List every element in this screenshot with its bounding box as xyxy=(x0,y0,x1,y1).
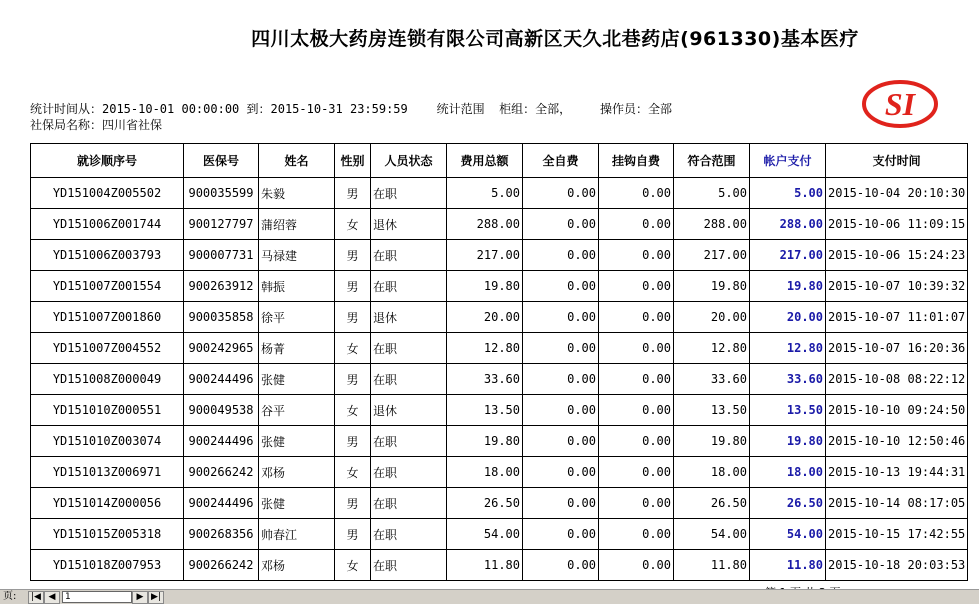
account-pay-cell: 54.00 xyxy=(750,519,826,550)
name-cell: 蒲绍蓉 xyxy=(259,209,335,240)
visit-no-cell: YD151006Z001744 xyxy=(31,209,184,240)
status-cell: 退休 xyxy=(371,302,447,333)
eligible-cell: 19.80 xyxy=(674,271,750,302)
visit-no-cell: YD151007Z004552 xyxy=(31,333,184,364)
pay-time-cell: 2015-10-07 16:20:36 xyxy=(826,333,968,364)
account-pay-cell: 19.80 xyxy=(750,426,826,457)
medical-records-table xyxy=(30,143,968,581)
insurance-no-cell: 900266242 xyxy=(184,457,259,488)
insurance-no-cell: 900263912 xyxy=(184,271,259,302)
linked-self-pay-cell: 0.00 xyxy=(599,550,674,581)
gender-cell: 男 xyxy=(335,519,371,550)
name-cell: 帅春江 xyxy=(259,519,335,550)
status-cell: 在职 xyxy=(371,488,447,519)
col-header-self-pay: 全自费 xyxy=(523,144,599,178)
table-row xyxy=(31,364,968,395)
self-pay-cell: 0.00 xyxy=(523,488,599,519)
gender-cell: 男 xyxy=(335,488,371,519)
account-pay-cell: 288.00 xyxy=(750,209,826,240)
linked-self-pay-cell: 0.00 xyxy=(599,519,674,550)
linked-self-pay-cell: 0.00 xyxy=(599,426,674,457)
total-cell: 217.00 xyxy=(447,240,523,271)
linked-self-pay-cell: 0.00 xyxy=(599,457,674,488)
total-cell: 54.00 xyxy=(447,519,523,550)
visit-no-cell: YD151007Z001860 xyxy=(31,302,184,333)
table-row xyxy=(31,457,968,488)
account-pay-cell: 33.60 xyxy=(750,364,826,395)
pay-time-cell: 2015-10-04 20:10:30 xyxy=(826,178,968,209)
col-header-total: 费用总额 xyxy=(447,144,523,178)
gender-cell: 男 xyxy=(335,271,371,302)
status-cell: 在职 xyxy=(371,333,447,364)
visit-no-cell: YD151014Z000056 xyxy=(31,488,184,519)
status-cell: 在职 xyxy=(371,364,447,395)
eligible-cell: 217.00 xyxy=(674,240,750,271)
col-header-eligible: 符合范围 xyxy=(674,144,750,178)
pay-time-cell: 2015-10-07 11:01:07 xyxy=(826,302,968,333)
linked-self-pay-cell: 0.00 xyxy=(599,271,674,302)
eligible-cell: 5.00 xyxy=(674,178,750,209)
pay-time-cell: 2015-10-10 09:24:50 xyxy=(826,395,968,426)
table-row xyxy=(31,209,968,240)
name-cell: 张健 xyxy=(259,364,335,395)
social-insurance-logo xyxy=(860,78,940,130)
table-row xyxy=(31,550,968,581)
table-row xyxy=(31,395,968,426)
col-header-linked-self-pay: 挂钩自费 xyxy=(599,144,674,178)
eligible-cell: 12.80 xyxy=(674,333,750,364)
linked-self-pay-cell: 0.00 xyxy=(599,209,674,240)
insurance-no-cell: 900035599 xyxy=(184,178,259,209)
account-pay-cell: 12.80 xyxy=(750,333,826,364)
name-cell: 徐平 xyxy=(259,302,335,333)
gender-cell: 男 xyxy=(335,302,371,333)
self-pay-cell: 0.00 xyxy=(523,271,599,302)
account-pay-cell: 11.80 xyxy=(750,550,826,581)
gender-cell: 女 xyxy=(335,209,371,240)
table-row xyxy=(31,240,968,271)
insurance-no-cell: 900127797 xyxy=(184,209,259,240)
stats-range-line: 统计时间从：2015-10-01 00:00:00 到：2015-10-31 23:59:59 统计范围 柜组：全部， 操作员：全部 xyxy=(30,102,673,116)
visit-no-cell: YD151013Z006971 xyxy=(31,457,184,488)
eligible-cell: 26.50 xyxy=(674,488,750,519)
total-cell: 13.50 xyxy=(447,395,523,426)
insurance-no-cell: 900268356 xyxy=(184,519,259,550)
table-row xyxy=(31,519,968,550)
visit-no-cell: YD151008Z000049 xyxy=(31,364,184,395)
pay-time-cell: 2015-10-10 12:50:46 xyxy=(826,426,968,457)
next-page-button[interactable]: ▶ xyxy=(132,591,148,604)
name-cell: 张健 xyxy=(259,488,335,519)
total-cell: 288.00 xyxy=(447,209,523,240)
linked-self-pay-cell: 0.00 xyxy=(599,364,674,395)
self-pay-cell: 0.00 xyxy=(523,519,599,550)
table-row xyxy=(31,178,968,209)
table-header-row xyxy=(31,144,968,178)
total-cell: 19.80 xyxy=(447,271,523,302)
linked-self-pay-cell: 0.00 xyxy=(599,240,674,271)
gender-cell: 男 xyxy=(335,364,371,395)
account-pay-cell: 26.50 xyxy=(750,488,826,519)
name-cell: 邓杨 xyxy=(259,457,335,488)
visit-no-cell: YD151010Z000551 xyxy=(31,395,184,426)
gender-cell: 男 xyxy=(335,426,371,457)
eligible-cell: 33.60 xyxy=(674,364,750,395)
svg-text:SI: SI xyxy=(884,86,916,122)
col-header-visit-no: 就诊顺序号 xyxy=(31,144,184,178)
visit-no-cell: YD151015Z005318 xyxy=(31,519,184,550)
insurance-no-cell: 900242965 xyxy=(184,333,259,364)
pay-time-cell: 2015-10-08 08:22:12 xyxy=(826,364,968,395)
table-row xyxy=(31,426,968,457)
table-row xyxy=(31,302,968,333)
linked-self-pay-cell: 0.00 xyxy=(599,395,674,426)
status-cell: 在职 xyxy=(371,271,447,302)
eligible-cell: 18.00 xyxy=(674,457,750,488)
status-cell: 在职 xyxy=(371,519,447,550)
col-header-status: 人员状态 xyxy=(371,144,447,178)
linked-self-pay-cell: 0.00 xyxy=(599,302,674,333)
eligible-cell: 19.80 xyxy=(674,426,750,457)
gender-cell: 男 xyxy=(335,240,371,271)
eligible-cell: 288.00 xyxy=(674,209,750,240)
visit-no-cell: YD151010Z003074 xyxy=(31,426,184,457)
account-pay-cell: 13.50 xyxy=(750,395,826,426)
total-cell: 20.00 xyxy=(447,302,523,333)
account-pay-cell: 5.00 xyxy=(750,178,826,209)
pay-time-cell: 2015-10-06 15:24:23 xyxy=(826,240,968,271)
page-number-input[interactable]: 1 xyxy=(62,591,132,603)
linked-self-pay-cell: 0.00 xyxy=(599,488,674,519)
visit-no-cell: YD151004Z005502 xyxy=(31,178,184,209)
status-cell: 退休 xyxy=(371,209,447,240)
self-pay-cell: 0.00 xyxy=(523,209,599,240)
name-cell: 朱毅 xyxy=(259,178,335,209)
gender-cell: 女 xyxy=(335,333,371,364)
self-pay-cell: 0.00 xyxy=(523,364,599,395)
name-cell: 韩振 xyxy=(259,271,335,302)
col-header-account-pay: 帐户支付 xyxy=(750,144,826,178)
eligible-cell: 20.00 xyxy=(674,302,750,333)
insurance-no-cell: 900244496 xyxy=(184,426,259,457)
name-cell: 邓杨 xyxy=(259,550,335,581)
total-cell: 11.80 xyxy=(447,550,523,581)
prev-page-button[interactable]: ◀ xyxy=(44,591,60,604)
gender-cell: 女 xyxy=(335,457,371,488)
visit-no-cell: YD151006Z003793 xyxy=(31,240,184,271)
table-row xyxy=(31,333,968,364)
table-row xyxy=(31,271,968,302)
account-pay-cell: 19.80 xyxy=(750,271,826,302)
name-cell: 谷平 xyxy=(259,395,335,426)
pay-time-cell: 2015-10-15 17:42:55 xyxy=(826,519,968,550)
pay-time-cell: 2015-10-18 20:03:53 xyxy=(826,550,968,581)
self-pay-cell: 0.00 xyxy=(523,457,599,488)
insurance-no-cell: 900266242 xyxy=(184,550,259,581)
pager-bar xyxy=(0,589,979,604)
col-header-insurance-no: 医保号 xyxy=(184,144,259,178)
eligible-cell: 13.50 xyxy=(674,395,750,426)
account-pay-cell: 18.00 xyxy=(750,457,826,488)
total-cell: 5.00 xyxy=(447,178,523,209)
col-header-gender: 性别 xyxy=(335,144,371,178)
self-pay-cell: 0.00 xyxy=(523,426,599,457)
status-cell: 退休 xyxy=(371,395,447,426)
self-pay-cell: 0.00 xyxy=(523,240,599,271)
status-cell: 在职 xyxy=(371,178,447,209)
pager-label: 页: xyxy=(3,591,17,602)
visit-no-cell: YD151007Z001554 xyxy=(31,271,184,302)
name-cell: 马禄建 xyxy=(259,240,335,271)
eligible-cell: 54.00 xyxy=(674,519,750,550)
self-pay-cell: 0.00 xyxy=(523,178,599,209)
col-header-pay-time: 支付时间 xyxy=(826,144,968,178)
total-cell: 19.80 xyxy=(447,426,523,457)
pay-time-cell: 2015-10-06 11:09:15 xyxy=(826,209,968,240)
total-cell: 33.60 xyxy=(447,364,523,395)
self-pay-cell: 0.00 xyxy=(523,333,599,364)
report-title: 四川太极大药房连锁有限公司高新区天久北巷药店(961330)基本医疗 xyxy=(251,28,859,50)
status-cell: 在职 xyxy=(371,550,447,581)
insurance-no-cell: 900035858 xyxy=(184,302,259,333)
pay-time-cell: 2015-10-13 19:44:31 xyxy=(826,457,968,488)
linked-self-pay-cell: 0.00 xyxy=(599,178,674,209)
table-row xyxy=(31,488,968,519)
account-pay-cell: 217.00 xyxy=(750,240,826,271)
status-cell: 在职 xyxy=(371,240,447,271)
total-cell: 18.00 xyxy=(447,457,523,488)
gender-cell: 男 xyxy=(335,178,371,209)
self-pay-cell: 0.00 xyxy=(523,550,599,581)
name-cell: 杨菁 xyxy=(259,333,335,364)
total-cell: 12.80 xyxy=(447,333,523,364)
account-pay-cell: 20.00 xyxy=(750,302,826,333)
insurance-no-cell: 900049538 xyxy=(184,395,259,426)
insurance-no-cell: 900244496 xyxy=(184,364,259,395)
linked-self-pay-cell: 0.00 xyxy=(599,333,674,364)
eligible-cell: 11.80 xyxy=(674,550,750,581)
gender-cell: 女 xyxy=(335,550,371,581)
visit-no-cell: YD151018Z007953 xyxy=(31,550,184,581)
gender-cell: 女 xyxy=(335,395,371,426)
self-pay-cell: 0.00 xyxy=(523,302,599,333)
social-bureau-line: 社保局名称：四川省社保 xyxy=(30,118,163,132)
total-cell: 26.50 xyxy=(447,488,523,519)
status-cell: 在职 xyxy=(371,457,447,488)
first-page-button[interactable]: |◀ xyxy=(28,591,44,604)
pay-time-cell: 2015-10-07 10:39:32 xyxy=(826,271,968,302)
status-cell: 在职 xyxy=(371,426,447,457)
last-page-button[interactable]: ▶| xyxy=(148,591,164,604)
col-header-name: 姓名 xyxy=(259,144,335,178)
insurance-no-cell: 900244496 xyxy=(184,488,259,519)
name-cell: 张健 xyxy=(259,426,335,457)
pay-time-cell: 2015-10-14 08:17:05 xyxy=(826,488,968,519)
insurance-no-cell: 900007731 xyxy=(184,240,259,271)
self-pay-cell: 0.00 xyxy=(523,395,599,426)
